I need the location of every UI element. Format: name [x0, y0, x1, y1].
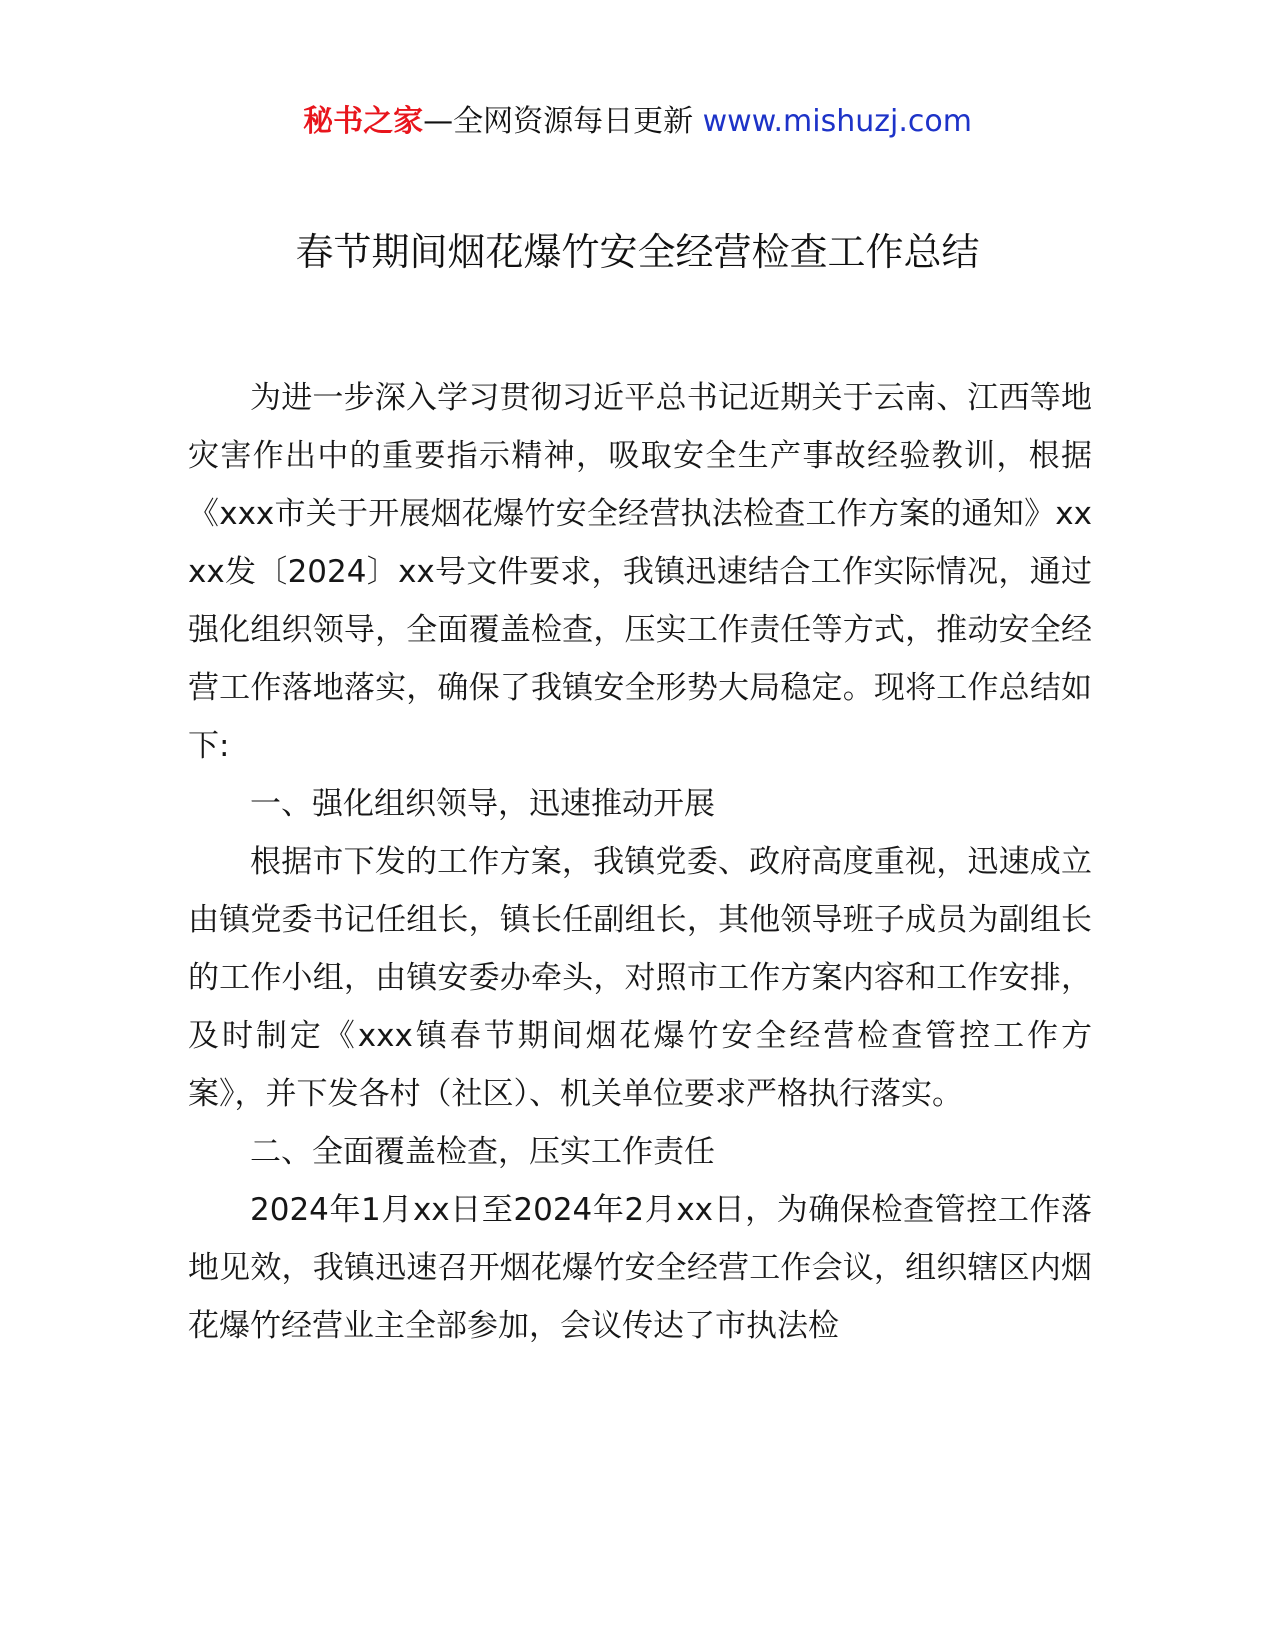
site-header	[0, 102, 1275, 142]
document-body	[188, 369, 1092, 1355]
paragraph-section-2: 2024年1月xx日至2024年2月xx日，为确保检查管控工作落地见效，我镇迅速召开烟花爆竹安全经营工作会议，组织辖区内烟花爆竹经营业主全部参加，会议传达了市执法检	[188, 1192, 1092, 1344]
site-slogan: —全网资源每日更新	[423, 104, 694, 139]
section-heading-2: 二、全面覆盖检查，压实工作责任	[250, 1134, 715, 1170]
section-heading-1: 一、强化组织领导，迅速推动开展	[250, 786, 715, 822]
document-title: 春节期间烟花爆竹安全经营检查工作总结	[295, 230, 980, 274]
paragraph-section-1: 根据市下发的工作方案，我镇党委、政府高度重视，迅速成立由镇党委书记任组长，镇长任副组长，其他领导班子成员为副组长的工作小组，由镇安委办牵头，对照市工作方案内容和工作安排，及时制定《xxx镇春节期间烟花爆竹安全经营检查管控工作方案》，并下发各村（社区）、机关单位要求严格执行落实。	[188, 844, 1092, 1112]
site-url-link[interactable]: www.mishuzj.com	[702, 104, 972, 139]
site-brand: 秘书之家	[303, 104, 424, 139]
paragraph-intro: 为进一步深入学习贯彻习近平总书记近期关于云南、江西等地灾害作出中的重要指示精神，吸取安全生产事故经验教训，根据《xxx市关于开展烟花爆竹安全经营执法检查工作方案的通知》xxxx发〔2024〕xx号文件要求，我镇迅速结合工作实际情况，通过强化组织领导，全面覆盖检查，压实工作责任等方式，推动安全经营工作落地落实，确保了我镇安全形势大局稳定。现将工作总结如下:	[188, 380, 1092, 764]
